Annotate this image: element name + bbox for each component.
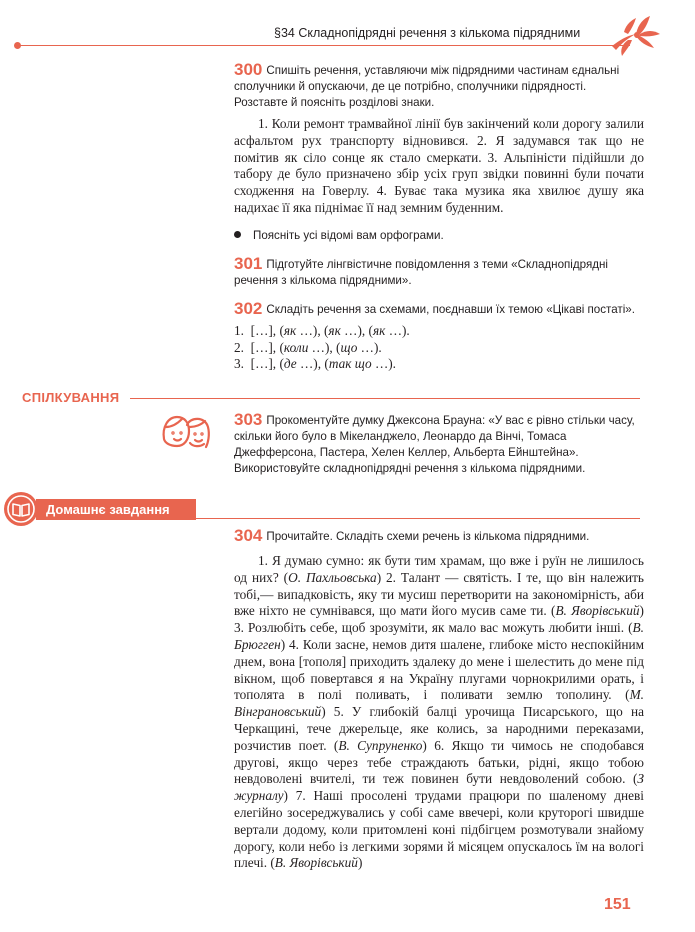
- section-heading-communication: СПІЛКУВАННЯ: [22, 390, 120, 405]
- task-instruction: Підготуйте лінгвістичне повідомлення з теми «Складнопідрядні речення з кількома підрядними».: [234, 258, 608, 287]
- header-rule: [18, 45, 630, 46]
- flower-ornament-icon: [606, 10, 664, 58]
- author: М. Вінграновський: [234, 687, 644, 720]
- homework-rule: [196, 518, 640, 519]
- task-303: [234, 412, 642, 477]
- scheme-line: 2. […], (коли …), (що …).: [234, 339, 382, 355]
- scheme-line: 3. […], (де …), (так що …).: [234, 356, 396, 371]
- task-301: [234, 256, 642, 289]
- task-number: 303: [234, 410, 263, 429]
- task-304: [234, 528, 642, 545]
- homework-banner: Домашнє завдання: [36, 499, 196, 520]
- exercise-text: 1. Коли ремонт трамвайної лінії був закінчений коли дорогу залили асфальтом рух транспорту відновився. 2. Я задумався так що не помітив як сіло сонце як стало смеркати. 3. Альпіністи підійшли до табору де було призначено збір усіх груп звідки повинні були почати сходження на Говерлу. 4. Буває така музика яка хвилює душу яка надихає її яка піднімає її над земним буденним.: [234, 116, 644, 215]
- scheme-list: [234, 323, 410, 373]
- author: О. Пахльовська: [288, 569, 377, 585]
- homework-badge: [4, 492, 38, 526]
- page-number: 151: [604, 896, 631, 913]
- task-instruction: Складіть речення за схемами, поєднавши їх темою «Цікаві постаті».: [266, 303, 635, 316]
- exercise-text: 1. Я думаю сумно: як бути тим храмам, що вже і руїн не лишилось од них? (О. Пахльовська) 2. Талант — святість. І те, що він належить тобі,— випадковість, яку ти мусиш перетворити на закономірність, аби вже ніхто не сумнівався, що мати його мусив саме ти. (В. Яворівський) 3. Розлюбіть себе, щоб зрозуміти, як мало вас можуть любити інші. (В. Брюгген) 4. Коли засне, немов дитя шалене, глибоке місто неспокійним днем, вона [тополя] приходить здалеку до мене і шелестить до мене під вікном, щоб повертався я на Україну плугами чорнокрилими орать, і тополята в полі поливать, і поливати землю тополину. (М. Вінграновський) 5. У глибокій балці урочища Писарського, що на Черкащині, тече джерельце, яке колись, за народними переказами, розчистив поет. (В. Супруненко) 6. Якщо ти чимось не сподобався другові, якщо через тебе страждають батьки, рідні, якщо тобою невдоволені вчителі, ти теж повинен бути невдоволений собою. (З журналу) 7. Наші просолені трудами працюри по шаленому дневі елегійно зосереджувались у собі саме ввечері, коли круторогі швидше вертали додому, коли притомлені коні підбігцем розмотували знайому дорогу, коли небо із легкими зорями й місяцем опускалось їм на вологі плечі. (В. Яворівський): [234, 553, 644, 871]
- section-rule: [130, 398, 640, 399]
- author: В. Яворівський: [555, 603, 640, 619]
- task-number: 300: [234, 60, 263, 79]
- task-number: 301: [234, 254, 263, 273]
- bullet-icon: [234, 231, 241, 238]
- bullet-text: Поясніть усі відомі вам орфограми.: [253, 229, 444, 242]
- task-instruction: Прочитайте. Складіть схеми речень із кількома підрядними.: [266, 530, 590, 543]
- author: В. Брюгген: [234, 620, 644, 652]
- task-304-text: [234, 553, 644, 872]
- task-number: 302: [234, 299, 263, 318]
- scheme-line: 1. […], (як …), (як …), (як …).: [234, 323, 410, 338]
- people-talking-icon: [160, 413, 212, 451]
- page-header-title: §34 Складнопідрядні речення з кількома підрядними: [274, 26, 581, 40]
- task-number: 304: [234, 526, 263, 545]
- task-instruction: Прокоментуйте думку Джексона Брауна: «У вас є рівно стільки часу, скільки його було в Мікеланджело, Леонардо да Вінчі, Томаса Джефферсона, Пастера, Хелен Келлер, Альберта Ейнштейна». Використовуйте складнопідрядні речення з кількома підрядними.: [234, 414, 635, 475]
- author: В. Яворівський: [274, 855, 358, 871]
- task-300-text: [234, 116, 644, 217]
- task-instruction: Спишіть речення, уставляючи між підрядними частинам єднальні сполучники й опускаючи, де це потрібно, сполучники підрядності. Розставте й поясніть розділові знаки.: [234, 64, 620, 109]
- bullet-item: [234, 229, 444, 242]
- open-book-icon: [4, 492, 38, 526]
- author: З журналу: [234, 771, 644, 804]
- task-300: [234, 62, 642, 111]
- task-302: [234, 301, 642, 318]
- author: В. Супруненко: [338, 737, 423, 753]
